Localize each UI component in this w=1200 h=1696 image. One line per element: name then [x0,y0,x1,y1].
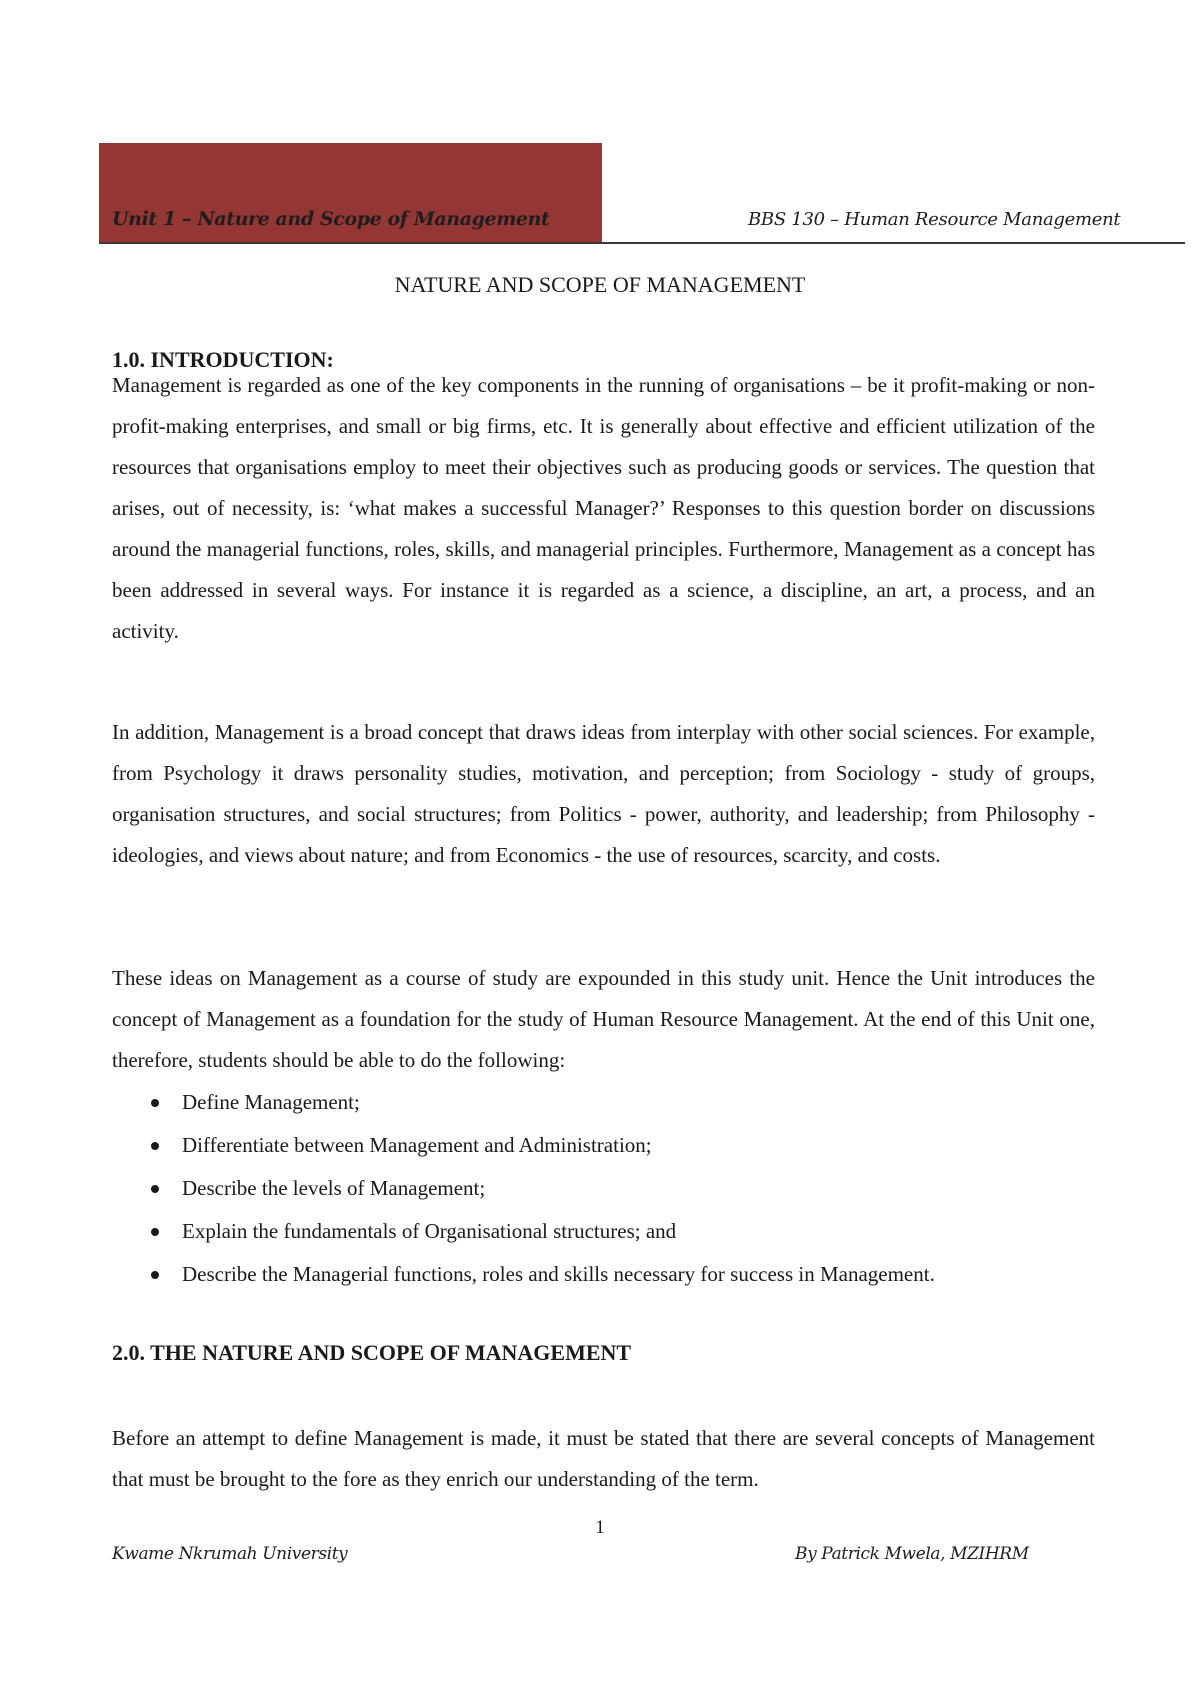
list-item [112,1253,1095,1296]
objective-text: Explain the fundamentals of Organisational structures; and [182,1219,677,1243]
objective-text: Define Management; [182,1090,360,1114]
list-item [112,1210,1095,1253]
footer-author: By Patrick Mwela, MZIHRM [795,1544,1029,1564]
bullet-icon [151,1185,159,1193]
footer-institution: Kwame Nkrumah University [112,1544,348,1564]
bullet-icon [151,1228,159,1236]
paragraph-intro-1: Management is regarded as one of the key components in the running of organisations – be it profit-making or non-profit-making enterprises, and small or big firms, etc. It is generally about effective and efficient utilization of the resources that organisations employ to meet their objectives such as producing goods or services. The question that arises, out of necessity, is: ‘what makes a successful Manager?’ Responses to this question border on discussions around the managerial functions, roles, skills, and managerial principles. Furthermore, Management as a concept has been addressed in several ways. For instance it is regarded as a science, a discipline, an art, a process, and an activity. [112,373,1095,643]
paragraph-nature-scope-1: Before an attempt to define Management is made, it must be stated that there are several concepts of Management that must be brought to the fore as they enrich our understanding of the term. [112,1426,1095,1491]
section-heading-nature-scope: 2.0. THE NATURE AND SCOPE OF MANAGEMENT [112,1340,632,1365]
header-course-title: BBS 130 – Human Resource Management [748,209,1121,230]
section-heading-introduction: 1.0. INTRODUCTION: [112,347,334,372]
page-number: 1 [595,1517,605,1538]
list-item [112,1081,1095,1124]
bullet-icon [151,1142,159,1150]
objective-text: Differentiate between Management and Administration; [182,1133,652,1157]
bullet-icon [151,1271,159,1279]
list-item [112,1124,1095,1167]
objective-text: Describe the Managerial functions, roles and skills necessary for success in Management. [182,1262,935,1286]
objective-text: Describe the levels of Management; [182,1176,486,1200]
paragraph-intro-3: These ideas on Management as a course of study are expounded in this study unit. Hence the Unit introduces the concept of Management as a foundation for the study of Human Resource Management. At the end of this Unit one, therefore, students should be able to do the following: [112,966,1095,1072]
bullet-icon [151,1099,159,1107]
paragraph-intro-2: In addition, Management is a broad concept that draws ideas from interplay with other social sciences. For example, from Psychology it draws personality studies, motivation, and perception; from Sociology - study of groups, organisation structures, and social structures; from Politics - power, authority, and leadership; from Philosophy - ideologies, and views about nature; and from Economics - the use of resources, scarcity, and costs. [112,720,1095,867]
list-item [112,1167,1095,1210]
header-divider [99,242,1185,244]
objectives-list [112,1081,1095,1296]
header-unit-title: Unit 1 – Nature and Scope of Management [112,208,550,230]
page-title: NATURE AND SCOPE OF MANAGEMENT [394,272,806,297]
